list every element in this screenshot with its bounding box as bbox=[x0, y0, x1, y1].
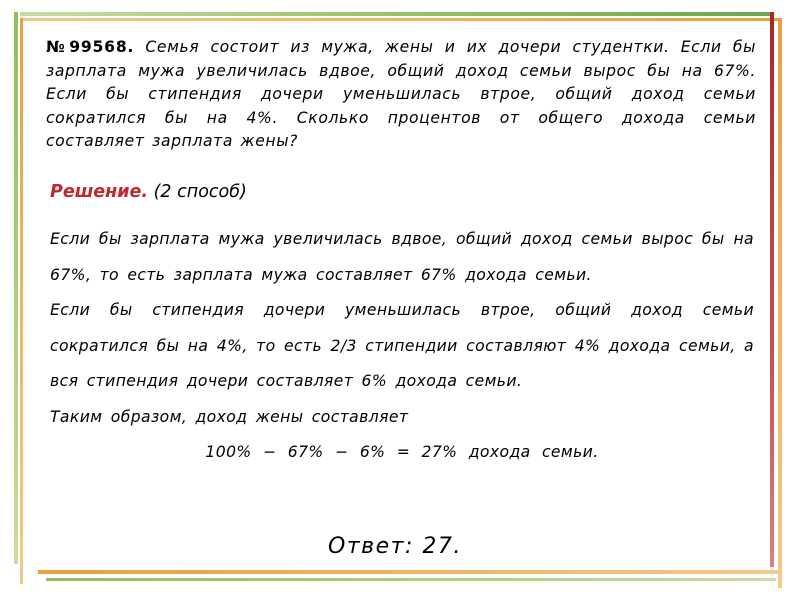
frame-top-orange-line bbox=[20, 18, 780, 21]
solution-body bbox=[50, 222, 754, 471]
frame-left-orange-line bbox=[20, 18, 23, 584]
answer-text: Ответ: 27. bbox=[328, 534, 462, 559]
frame-right-red-line bbox=[770, 12, 774, 567]
solution-paragraph-2: Если бы стипендия дочери уменьшилась втрое, общий доход семьи сократился бы на 4%, то есть 2/3 стипендии составляют 4% дохода семьи, а вся стипендия дочери составляет 6% дохода семьи. bbox=[50, 301, 754, 390]
frame-bottom-green-line bbox=[46, 578, 776, 581]
solution-label: Решение. bbox=[50, 182, 149, 202]
solution-heading bbox=[50, 182, 760, 202]
frame-left-green-line bbox=[14, 12, 18, 564]
frame-top-green-line bbox=[20, 12, 772, 16]
solution-formula: 100% − 67% − 6% = 27% дохода семьи. bbox=[205, 443, 599, 461]
solution-paragraph-1: Если бы зарплата мужа увеличилась вдвое, общий доход семьи вырос бы на 67%, то есть зарплата мужа составляет 67% дохода семьи. bbox=[50, 230, 754, 284]
problem-text: Семья состоит из мужа, жены и их дочери студентки. Если бы зарплата мужа увеличилась вдвое, общий доход семьи вырос бы на 67%. Если бы стипендия дочери уменьшилась втрое, общий доход семьи сократился бы на 4%. Сколько процентов от общего дохода семьи составляет зарплата жены? bbox=[46, 38, 756, 150]
problem-number: №99568. bbox=[46, 38, 135, 56]
frame-right-orange-line bbox=[778, 18, 782, 588]
problem-statement bbox=[46, 36, 756, 154]
solution-paragraph-3: Таким образом, доход жены составляет bbox=[50, 407, 409, 426]
solution-method: (2 способ) bbox=[153, 182, 247, 202]
frame-bottom-orange-line bbox=[38, 570, 782, 574]
